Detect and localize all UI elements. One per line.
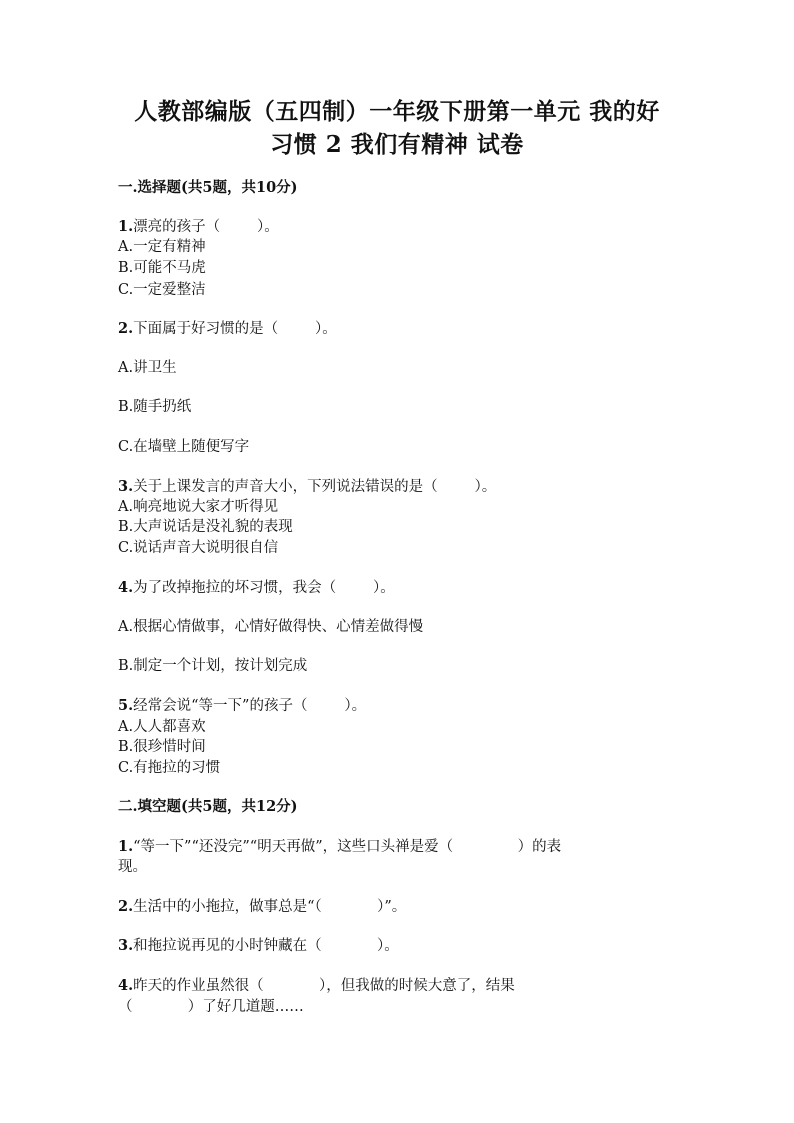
question-number: 4. bbox=[118, 977, 134, 994]
fill-question-4-line-1 bbox=[118, 976, 515, 996]
question-text: 下面属于好习惯的是（ ）。 bbox=[133, 321, 337, 337]
question-text: “等一下”“还没完”“明天再做”，这些口头禅是爱（ ）的表 bbox=[133, 839, 562, 855]
page-title-line-2: 习惯 2 我们有精神 试卷 bbox=[270, 131, 524, 158]
section-heading-fill-blank: 二.填空题(共5题，共12分) bbox=[118, 798, 298, 815]
question-1-option-b: B.可能不马虎 bbox=[118, 260, 206, 276]
question-3-stem bbox=[118, 477, 496, 497]
question-5-option-b: B.很珍惜时间 bbox=[118, 739, 206, 755]
question-number: 1. bbox=[118, 218, 134, 235]
question-text: 为了改掉拖拉的坏习惯，我会（ ）。 bbox=[133, 580, 395, 596]
question-text: 漂亮的孩子（ ）。 bbox=[133, 219, 279, 235]
question-number: 3. bbox=[118, 478, 134, 495]
question-number: 2. bbox=[118, 320, 134, 337]
question-text: 关于上课发言的声音大小，下列说法错误的是（ ）。 bbox=[133, 479, 497, 495]
question-number: 5. bbox=[118, 697, 134, 714]
question-2-option-c: C.在墙壁上随便写字 bbox=[118, 439, 250, 455]
question-3-option-c: C.说话声音大说明很自信 bbox=[118, 540, 279, 556]
question-4-stem bbox=[118, 578, 395, 598]
question-number: 4. bbox=[118, 579, 134, 596]
fill-question-1-line-1 bbox=[118, 837, 561, 857]
question-5-option-c: C.有拖拉的习惯 bbox=[118, 760, 221, 776]
question-number: 2. bbox=[118, 898, 134, 915]
question-5-option-a: A.人人都喜欢 bbox=[118, 719, 206, 735]
question-4-option-b: B.制定一个计划，按计划完成 bbox=[118, 658, 308, 674]
question-text: 和拖拉说再见的小时钟藏在（ ）。 bbox=[133, 938, 399, 954]
question-3-option-b: B.大声说话是没礼貌的表现 bbox=[118, 519, 293, 535]
question-2-stem bbox=[118, 319, 337, 339]
fill-question-2 bbox=[118, 897, 406, 917]
question-3-option-a: A.响亮地说大家才听得见 bbox=[118, 499, 279, 515]
question-text: 昨天的作业虽然很（ ），但我做的时候大意了，结果 bbox=[133, 978, 515, 994]
question-number: 1. bbox=[118, 838, 134, 855]
fill-question-4-line-2: （ ）了好几道题…… bbox=[118, 999, 304, 1015]
question-text: 经常会说“等一下”的孩子（ ）。 bbox=[133, 698, 367, 714]
question-text: 生活中的小拖拉，做事总是“（ ）”。 bbox=[133, 899, 407, 915]
question-2-option-b: B.随手扔纸 bbox=[118, 399, 192, 415]
question-number: 3. bbox=[118, 937, 134, 954]
question-1-stem bbox=[118, 217, 279, 237]
question-4-option-a: A.根据心情做事，心情好做得快、心情差做得慢 bbox=[118, 619, 424, 635]
question-1-option-c: C.一定爱整洁 bbox=[118, 282, 206, 298]
fill-question-3 bbox=[118, 936, 399, 956]
section-heading-choice: 一.选择题(共5题，共10分) bbox=[118, 179, 298, 196]
fill-question-1-line-2: 现。 bbox=[118, 859, 147, 875]
question-2-option-a: A.讲卫生 bbox=[118, 360, 177, 376]
question-1-option-a: A.一定有精神 bbox=[118, 239, 206, 255]
question-5-stem bbox=[118, 696, 366, 716]
page-title-line-1: 人教部编版（五四制）一年级下册第一单元 我的好 bbox=[134, 98, 660, 125]
